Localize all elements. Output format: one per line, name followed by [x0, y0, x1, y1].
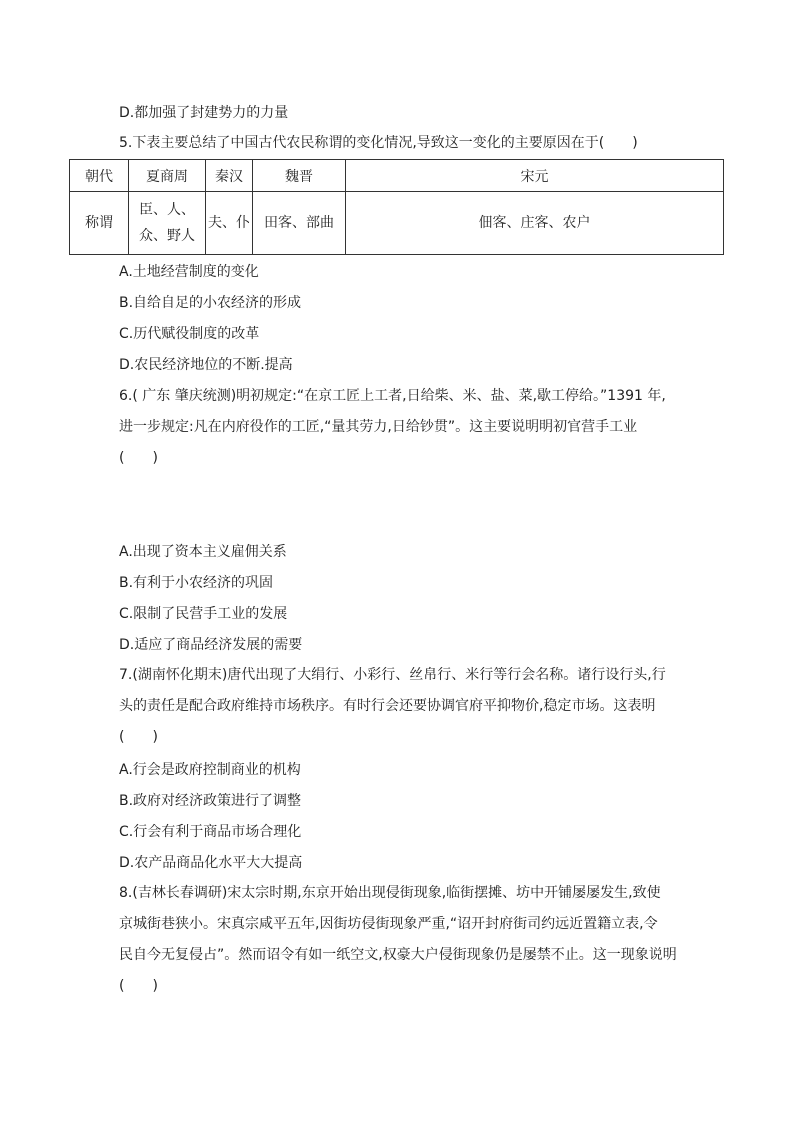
q7-option-a: A.行会是政府控制商业的机构	[119, 762, 301, 778]
header-cell-wei-jin: 魏晋	[253, 160, 346, 192]
q6-answer-blank: ( )	[119, 450, 158, 466]
q6-option-c: C.限制了民营手工业的发展	[119, 606, 288, 622]
q4-option-d: D.都加强了封建势力的力量	[119, 105, 289, 121]
table-row	[70, 192, 724, 255]
q6-option-b: B.有利于小农经济的巩固	[119, 575, 274, 591]
cell-song-yuan: 佃客、庄客、农户	[346, 192, 724, 255]
table-header-row	[70, 160, 724, 192]
q6-option-a: A.出现了资本主义雇佣关系	[119, 544, 287, 560]
q7-option-d: D.农产品商品化水平大大提高	[119, 855, 303, 871]
header-cell-song-yuan: 宋元	[346, 160, 724, 192]
q6-stem-line-1: 6.( 广东 肇庆统测)明初规定:“在京工匠上工者,日给柴、米、盐、菜,歇工停给。”1391 年,	[119, 388, 666, 404]
header-cell-xia-shang-zhou: 夏商周	[129, 160, 206, 192]
q6-stem	[119, 381, 684, 474]
cell-xia-shang-zhou: 臣、人、众、野人	[129, 192, 206, 255]
q7-answer-blank: ( )	[119, 729, 158, 745]
q7-option-c: C.行会有利于商品市场合理化	[119, 824, 302, 840]
q5-option-a: A.土地经营制度的变化	[119, 264, 259, 280]
row-label-cell: 称谓	[70, 192, 129, 255]
q5-option-d: D.农民经济地位的不断.提高	[119, 357, 293, 373]
q6-stem-line-2: 进一步规定:凡在内府役作的工匠,“量其劳力,日给钞贯”。这主要说明明初官营手工业	[119, 419, 638, 435]
q7-stem-line-2: 头的责任是配合政府维持市场秩序。有时行会还要协调官府平抑物价,稳定市场。这表明	[119, 698, 656, 714]
q8-stem-line-3: 民自今无复侵占”。然而诏令有如一纸空文,权豪大户侵街现象仍是屡禁不止。这一现象说明	[119, 947, 677, 963]
cell-wei-jin: 田客、部曲	[253, 192, 346, 255]
q6-option-d: D.适应了商品经济发展的需要	[119, 637, 303, 653]
header-cell-qin-han: 秦汉	[206, 160, 253, 192]
q7-stem-line-1: 7.(湖南怀化期末)唐代出现了大绢行、小彩行、丝帛行、米行等行会名称。诸行设行头,行	[119, 667, 666, 683]
q5-table	[69, 159, 724, 255]
q5-option-b: B.自给自足的小农经济的形成	[119, 295, 302, 311]
cell-qin-han: 夫、仆	[206, 192, 253, 255]
q5-option-c: C.历代赋役制度的改革	[119, 326, 260, 342]
q7-stem	[119, 660, 684, 753]
q7-option-b: B.政府对经济政策进行了调整	[119, 793, 302, 809]
q8-answer-blank: ( )	[119, 978, 158, 994]
q8-stem-line-1: 8.(吉林长春调研)宋太宗时期,东京开始出现侵街现象,临街摆摊、坊中开铺屡屡发生,致使	[119, 885, 661, 901]
header-cell-dynasty: 朝代	[70, 160, 129, 192]
q8-stem	[119, 878, 684, 1002]
q5-stem: 5.下表主要总结了中国古代农民称谓的变化情况,导致这一变化的主要原因在于( )	[119, 135, 638, 151]
q8-stem-line-2: 京城街巷狭小。宋真宗咸平五年,因街坊侵街现象严重,“诏开封府街司约远近置籍立表,令	[119, 916, 658, 932]
